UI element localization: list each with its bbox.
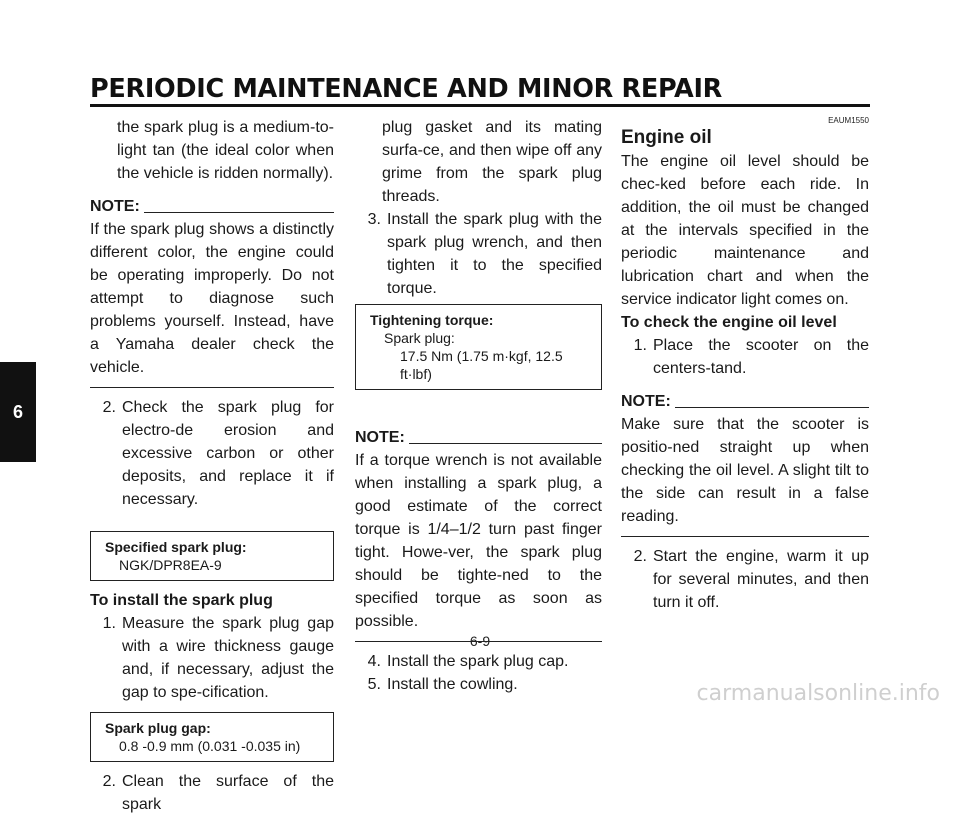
note-heading — [355, 426, 602, 449]
step-number: 2. — [102, 773, 116, 790]
note-end-rule — [621, 536, 869, 537]
step-number: 1. — [102, 615, 116, 632]
step-text: Install the spark plug cap. — [387, 653, 569, 670]
note-rule — [144, 212, 334, 213]
step-item — [355, 208, 602, 300]
step-number: 2. — [102, 399, 116, 416]
page-number: 6-9 — [469, 633, 491, 649]
check-oil-heading: To check the engine oil level — [621, 314, 837, 331]
note-heading — [621, 390, 869, 413]
step-text: Check the spark plug for electro-de erosion and excessive carbon or other deposits, and replace it if necessary. — [122, 399, 334, 508]
note-heading — [90, 195, 334, 218]
note-text: If the spark plug shows a distinctly different color, the engine could be operating improperly. Do not attempt to diagnose such problems yourself. Instead, have a Yamaha dealer check the vehicle. — [90, 221, 334, 376]
note-text: Make sure that the scooter is positio-ned straight up when checking the oil level. A slight tilt to the side can result in a false reading. — [621, 416, 869, 525]
box-line: Spark plug: — [384, 330, 455, 346]
header-rule — [90, 104, 870, 107]
spark-plug-gap-box — [90, 712, 334, 762]
section-title: Engine oil — [621, 127, 712, 148]
note-end-rule — [90, 387, 334, 388]
box-title: Tightening torque: — [370, 312, 494, 328]
note-rule — [675, 407, 869, 408]
spec-spark-plug-box — [90, 531, 334, 581]
note-label: NOTE: — [90, 198, 140, 215]
box-title: Spark plug gap: — [105, 720, 211, 736]
box-value: 17.5 Nm (1.75 m·kgf, 12.5 ft·lbf) — [400, 348, 563, 382]
step-text: Install the cowling. — [387, 676, 518, 693]
step-item — [90, 612, 334, 704]
note-label: NOTE: — [355, 429, 405, 446]
page-header: PERIODIC MAINTENANCE AND MINOR REPAIR — [90, 74, 723, 104]
step-text: Install the spark plug with the spark plug wrench, and then tighten it to the specified torque. — [387, 211, 602, 297]
section-code: EAUM1550 — [828, 116, 869, 125]
spark-plug-color-text: the spark plug is a medium-to-light tan (the ideal color when the vehicle is ridden normally). — [117, 119, 334, 182]
chapter-tab: 6 — [0, 362, 36, 462]
step-item — [90, 770, 334, 816]
step-item — [621, 545, 869, 614]
column-3 — [621, 116, 869, 614]
column-1 — [90, 116, 334, 816]
watermark: carmanualsonline.info — [696, 681, 940, 706]
continued-text: plug gasket and its mating surfa-ce, and then wipe off any grime from the spark plug threads. — [382, 119, 602, 205]
note-rule — [409, 443, 602, 444]
step-number: 4. — [367, 653, 381, 670]
note-text: If a torque wrench is not available when installing a spark plug, a good estimate of the correct torque is 1/4–1/2 turn past finger tight. Howe-ver, the spark plug should be tighte-ned to the specified torque as soon as possible. — [355, 452, 602, 630]
step-text: Start the engine, warm it up for several minutes, and then turn it off. — [653, 548, 869, 611]
engine-oil-intro: The engine oil level should be chec-ked before each ride. In addition, the oil must be changed at the intervals specified in the periodic maintenance and lubrication chart and when the service indicator light comes on. — [621, 153, 869, 308]
step-text: Place the scooter on the centers-tand. — [653, 337, 869, 377]
step-item — [90, 396, 334, 511]
step-item — [621, 334, 869, 380]
step-item — [355, 650, 602, 673]
column-2 — [355, 116, 602, 696]
step-number: 2. — [633, 548, 647, 565]
box-value: 0.8 -0.9 mm (0.031 -0.035 in) — [119, 738, 301, 754]
step-number: 3. — [367, 211, 381, 228]
tightening-torque-box — [355, 304, 602, 390]
box-value: NGK/DPR8EA-9 — [119, 557, 222, 573]
step-text: Clean the surface of the spark — [122, 773, 334, 813]
step-text: Measure the spark plug gap with a wire thickness gauge and, if necessary, adjust the gap to spe-cification. — [122, 615, 334, 701]
note-label: NOTE: — [621, 393, 671, 410]
step-number: 5. — [367, 676, 381, 693]
step-item — [355, 673, 602, 696]
install-heading: To install the spark plug — [90, 592, 273, 609]
box-title: Specified spark plug: — [105, 539, 247, 555]
step-number: 1. — [633, 337, 647, 354]
